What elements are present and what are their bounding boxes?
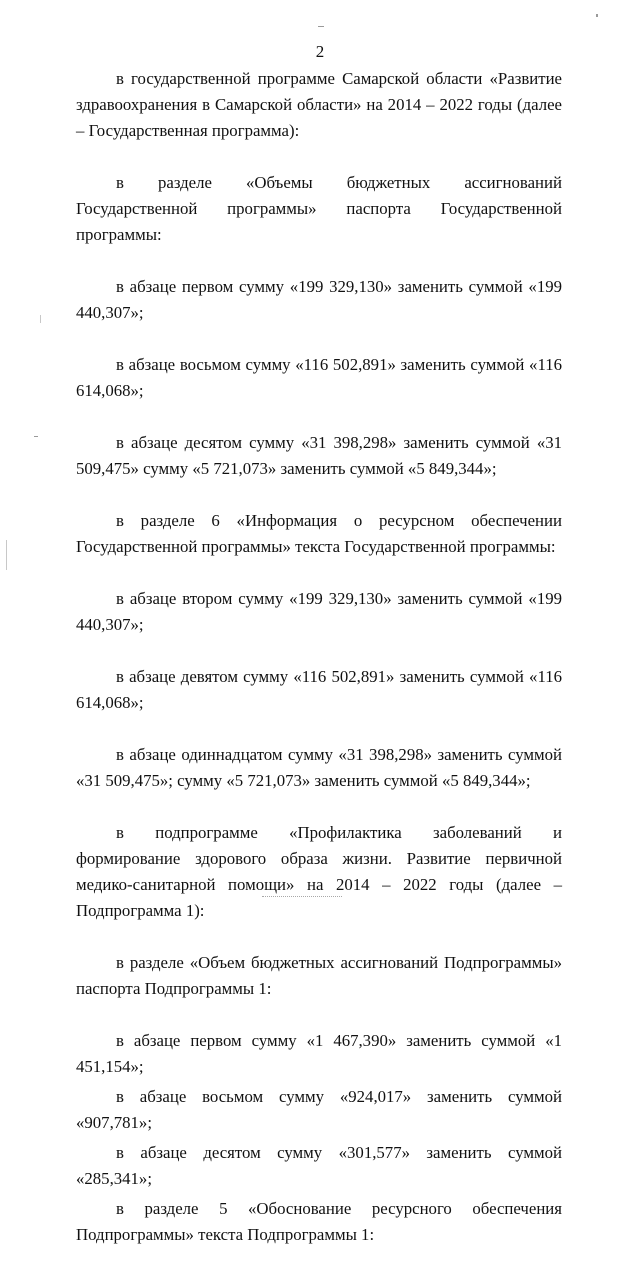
paragraph-subprogram-1-intro: в подпрограмме «Профилактика заболеваний и формирование здорового образа жизни. Развитие первичной медико-санитарной помощи» на 2014 – 2022 годы (далее – Подпрограмма 1):	[76, 823, 562, 920]
scan-edge-line	[40, 315, 41, 323]
scan-smudge	[262, 896, 342, 899]
page-number: 2	[315, 42, 325, 61]
paragraph-section-5: в разделе 5 «Обоснование ресурсного обеспечения Подпрограммы» текста Подпрограммы 1:	[76, 1199, 562, 1244]
paragraph-eighth-abzac: в абзаце восьмом сумму «116 502,891» заменить суммой «116 614,068»;	[76, 355, 562, 400]
paragraph-sub-first-abzac: в абзаце первом сумму «1 467,390» заменить суммой «1 451,154»;	[76, 1031, 562, 1076]
paragraph-tenth-abzac: в абзаце десятом сумму «31 398,298» заменить суммой «31 509,475» сумму «5 721,073» заменить суммой «5 849,344»;	[76, 433, 562, 478]
paragraph-budget-section: в разделе «Объемы бюджетных ассигнований Государственной программы» паспорта Государственной программы:	[76, 173, 562, 244]
document-body	[76, 66, 562, 1274]
paragraph-sub-eighth-abzac: в абзаце восьмом сумму «924,017» заменить суммой «907,781»;	[76, 1087, 562, 1132]
scan-edge-line	[6, 540, 7, 570]
paragraph-state-program-intro: в государственной программе Самарской области «Развитие здравоохранения в Самарской области» на 2014 – 2022 годы (далее – Государственная программа):	[76, 69, 562, 140]
scan-speck	[34, 436, 38, 437]
scan-speck	[596, 14, 598, 17]
paragraph-subprogram-budget-section: в разделе «Объем бюджетных ассигнований Подпрограммы» паспорта Подпрограммы 1:	[76, 953, 562, 998]
paragraph-ninth-abzac: в абзаце девятом сумму «116 502,891» заменить суммой «116 614,068»;	[76, 667, 562, 712]
paragraph-first-abzac: в абзаце первом сумму «199 329,130» заменить суммой «199 440,307»;	[76, 277, 562, 322]
paragraph-section-6: в разделе 6 «Информация о ресурсном обеспечении Государственной программы» текста Государственной программы:	[76, 511, 562, 556]
scan-speck	[318, 26, 324, 27]
paragraph-sub-tenth-abzac: в абзаце десятом сумму «301,577» заменить суммой «285,341»;	[76, 1143, 562, 1188]
paragraph-second-abzac: в абзаце втором сумму «199 329,130» заменить суммой «199 440,307»;	[76, 589, 562, 634]
paragraph-eleventh-abzac: в абзаце одиннадцатом сумму «31 398,298» заменить суммой «31 509,475»; сумму «5 721,073» заменить суммой «5 849,344»;	[76, 745, 562, 790]
